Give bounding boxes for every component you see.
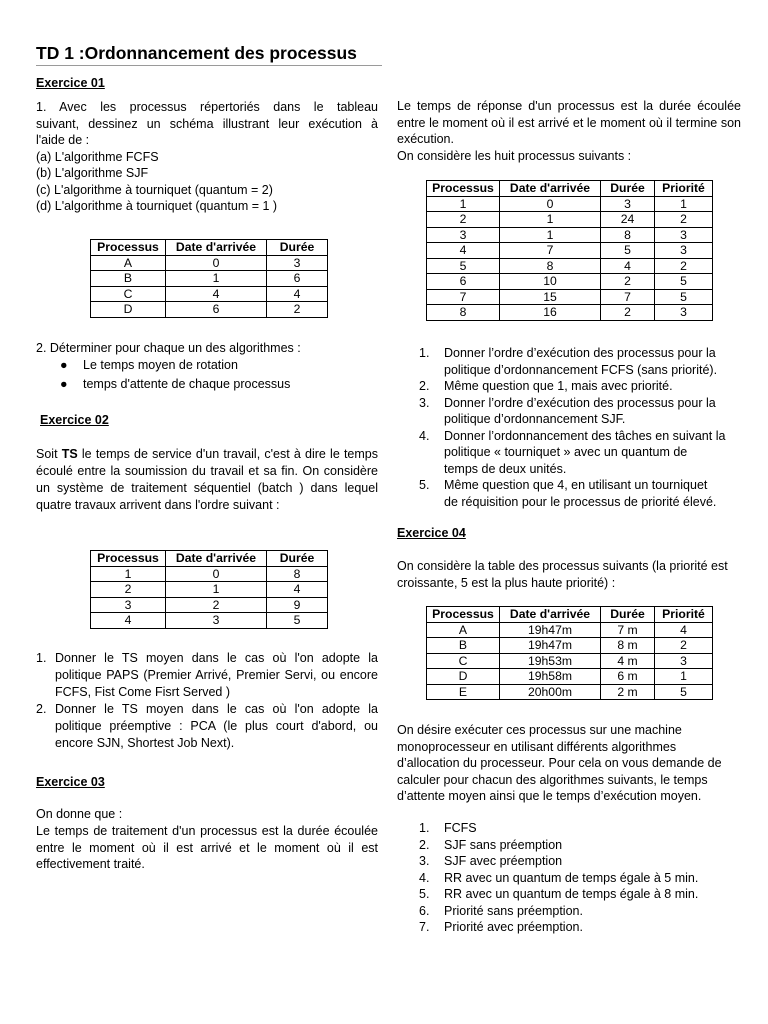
- table-cell: 0: [166, 566, 267, 582]
- ex4-heading: Exercice 04: [397, 526, 466, 540]
- table-cell: 20h00m: [500, 684, 601, 700]
- table-cell: 2: [91, 582, 166, 598]
- ex2-question-list: [36, 650, 378, 752]
- table-cell: 0: [500, 196, 601, 212]
- list-item: [419, 428, 741, 478]
- ex4-intro-line: On considère la table des processus suivants (la priorité est: [397, 559, 728, 573]
- table-cell: C: [427, 653, 500, 669]
- ex4-paragraph-line: d’allocation du processeur. Pour cela on vous demande de: [397, 756, 722, 770]
- column-header: Date d'arrivée: [500, 607, 601, 623]
- table-row: [91, 286, 328, 302]
- table-cell: 1: [166, 271, 267, 287]
- table-cell: 9: [267, 597, 328, 613]
- ex2-paragraph: [36, 446, 378, 514]
- table-cell: 7: [601, 289, 655, 305]
- table-cell: 7: [500, 243, 601, 259]
- ex3-paragraph-1: Le temps de traitement d'un processus est la durée écoulée entre le moment où il est arrivé et le moment où il est effectivement traité.: [36, 824, 378, 871]
- list-item-text: RR avec un quantum de temps égale à 5 min.: [444, 870, 699, 885]
- table-row: [427, 258, 713, 274]
- table-cell: 1: [500, 212, 601, 228]
- list-item-text: RR avec un quantum de temps égale à 8 min.: [444, 887, 699, 901]
- list-item: [419, 853, 741, 870]
- table-cell: 6: [166, 302, 267, 318]
- table-cell: 1: [91, 566, 166, 582]
- ex3-heading: Exercice 03: [36, 775, 105, 789]
- column-header: Processus: [91, 240, 166, 256]
- list-item-text: Même question que 4, en utilisant un tourniquet: [444, 478, 708, 492]
- ex1-table: [90, 239, 328, 318]
- table-row: [427, 274, 713, 290]
- table-cell: 24: [601, 212, 655, 228]
- table-cell: 1: [166, 582, 267, 598]
- table-cell: B: [91, 271, 166, 287]
- table-cell: 6: [427, 274, 500, 290]
- table-row: [427, 638, 713, 654]
- table-row: [91, 271, 328, 287]
- list-item-text: SJF sans préemption: [444, 837, 563, 852]
- list-item: [419, 378, 741, 395]
- table-row: [427, 243, 713, 259]
- table-row: [91, 613, 328, 629]
- column-header: Processus: [427, 181, 500, 197]
- table-cell: 7: [427, 289, 500, 305]
- table-cell: 5: [427, 258, 500, 274]
- table-cell: 19h53m: [500, 653, 601, 669]
- list-item-text: politique « tourniquet » avec un quantum de: [444, 445, 688, 459]
- list-item-text: FCFS: [444, 821, 477, 835]
- table-cell: 8: [427, 305, 500, 321]
- table-cell: 2: [655, 212, 713, 228]
- ex2-paragraph-text: le temps de service d'un travail, c'est à dire le temps écoulé entre la soumission du travail et sa fin. On considère un système de traitement séquentiel (batch ) dans lequel quatre travaux arrivent dans l'ordre suivant :: [36, 447, 378, 512]
- table-cell: C: [91, 286, 166, 302]
- list-item-text: Donner l’ordre d’exécution des processus pour la: [444, 346, 716, 360]
- list-item-number: 5.: [419, 887, 430, 901]
- table-cell: 3: [655, 227, 713, 243]
- ex1-intro-line: (a) L'algorithme FCFS: [36, 149, 159, 164]
- page-title: TD 1 :Ordonnancement des processus: [36, 42, 382, 66]
- ex4-paragraph-line: d’attente moyen ainsi que le temps d’exécution moyen.: [397, 789, 702, 803]
- table-cell: 3: [427, 227, 500, 243]
- list-item-number: 4.: [419, 428, 430, 443]
- ex1-intro-line: (b) L'algorithme SJF: [36, 166, 149, 180]
- table-cell: 3: [655, 653, 713, 669]
- list-item: [36, 701, 378, 752]
- column-header: Durée: [601, 181, 655, 197]
- list-item: [419, 903, 741, 920]
- table-row: [427, 289, 713, 305]
- table-row: [427, 196, 713, 212]
- column-header: Durée: [267, 551, 328, 567]
- table-row: [427, 669, 713, 685]
- table-cell: 4: [601, 258, 655, 274]
- column-header: Processus: [427, 607, 500, 623]
- list-item-number: 2.: [36, 702, 47, 716]
- table-cell: 5: [601, 243, 655, 259]
- table-row: [427, 305, 713, 321]
- table-cell: 19h47m: [500, 638, 601, 654]
- list-item-text: temps de deux unités.: [444, 461, 567, 476]
- ex1-intro-line: 1. Avec les processus répertoriés dans le tableau: [36, 100, 378, 114]
- table-cell: 3: [601, 196, 655, 212]
- table-row: [427, 212, 713, 228]
- list-item: [419, 870, 741, 887]
- table-cell: 2: [655, 258, 713, 274]
- table-cell: 1: [655, 669, 713, 685]
- ex4-intro: [397, 558, 741, 591]
- table-cell: 8: [601, 227, 655, 243]
- table-cell: 7 m: [601, 622, 655, 638]
- list-item-text: de réquisition pour le processus de priorité élevé.: [444, 494, 717, 509]
- ex3-paragraph-2: Le temps de réponse d'un processus est la durée écoulée entre le moment où il est arrivé et le moment où il termine son exécution.: [397, 99, 741, 146]
- ex3-question-list: [419, 345, 741, 510]
- list-item-text: politique d’ordonnancement FCFS (sans priorité).: [444, 362, 718, 377]
- list-item-text: Donner l’ordonnancement des tâches en suivant la: [444, 428, 726, 443]
- table-cell: 19h47m: [500, 622, 601, 638]
- table-row: [427, 227, 713, 243]
- table-cell: 0: [166, 255, 267, 271]
- list-item: [36, 357, 378, 374]
- list-item: [419, 820, 741, 837]
- column-header: Date d'arrivée: [500, 181, 601, 197]
- ex3-consider: On considère les huit processus suivants :: [397, 149, 632, 163]
- table-cell: 10: [500, 274, 601, 290]
- table-cell: 2: [655, 638, 713, 654]
- list-item: [419, 919, 741, 936]
- ex3-given: On donne que :: [36, 807, 123, 821]
- table-cell: 16: [500, 305, 601, 321]
- table-cell: 1: [655, 196, 713, 212]
- table-cell: 5: [267, 613, 328, 629]
- column-header: Processus: [91, 551, 166, 567]
- table-cell: 5: [655, 684, 713, 700]
- table-row: [91, 582, 328, 598]
- list-item-number: 3.: [419, 395, 430, 410]
- ex1-intro-line: suivant, dessinez un schéma illustrant leur exécution à: [36, 116, 378, 131]
- table-cell: 2 m: [601, 684, 655, 700]
- ex4-intro-line: croissante, 5 est la plus haute priorité) :: [397, 575, 616, 590]
- list-item-number: 1.: [419, 821, 430, 835]
- ex2-table: [90, 550, 328, 629]
- column-header: Durée: [601, 607, 655, 623]
- list-item: [36, 376, 378, 393]
- ex4-paragraph: [397, 722, 741, 805]
- column-header: Priorité: [655, 181, 713, 197]
- table-cell: 3: [267, 255, 328, 271]
- list-item-number: 3.: [419, 854, 430, 868]
- table-cell: 2: [166, 597, 267, 613]
- table-cell: 6 m: [601, 669, 655, 685]
- list-item: [419, 345, 741, 378]
- list-item: [419, 886, 741, 903]
- table-cell: 2: [427, 212, 500, 228]
- list-item-number: 5.: [419, 478, 430, 492]
- table-cell: 4 m: [601, 653, 655, 669]
- table-cell: D: [91, 302, 166, 318]
- list-item-number: 6.: [419, 903, 430, 918]
- table-cell: D: [427, 669, 500, 685]
- table-cell: 4: [655, 622, 713, 638]
- column-header: Date d'arrivée: [166, 240, 267, 256]
- table-cell: 2: [267, 302, 328, 318]
- table-cell: 8: [500, 258, 601, 274]
- list-item-text: Donner le TS moyen dans le cas où l'on adopte la politique PAPS (Premier Arrivé, Premier Servi, ou encore FCFS, Fist Come Fisrt Served ): [55, 651, 378, 699]
- table-cell: A: [91, 255, 166, 271]
- list-item: [419, 395, 741, 428]
- table-row: [427, 653, 713, 669]
- ex4-table: [426, 606, 713, 700]
- list-item: [419, 477, 741, 510]
- table-cell: 3: [91, 597, 166, 613]
- table-cell: 4: [91, 613, 166, 629]
- table-cell: 2: [601, 305, 655, 321]
- table-cell: 3: [655, 243, 713, 259]
- table-row: [91, 597, 328, 613]
- list-item-text: Donner le TS moyen dans le cas où l'on adopte la politique préemptive : PCA (le plus court d'abord, ou encore SJN, Shortest Job Next).: [55, 702, 378, 750]
- table-header-row: [427, 181, 713, 197]
- list-item-text: Priorité sans préemption.: [444, 903, 583, 918]
- list-item-number: 2.: [419, 837, 430, 852]
- table-row: [427, 684, 713, 700]
- ex1-intro-line: (c) L'algorithme à tourniquet (quantum = 2): [36, 182, 273, 197]
- ex1-bullet-list: [36, 357, 378, 392]
- ex4-algorithm-list: [419, 820, 741, 936]
- list-item-text: SJF avec préemption: [444, 854, 563, 868]
- list-item-number: 1.: [419, 346, 430, 360]
- table-row: [91, 302, 328, 318]
- table-cell: 3: [166, 613, 267, 629]
- list-item-text: temps d'attente de chaque processus: [83, 376, 291, 391]
- table-cell: 19h58m: [500, 669, 601, 685]
- ex1-intro-line: (d) L'algorithme à tourniquet (quantum = 1 ): [36, 199, 278, 213]
- list-item-text: Priorité avec préemption.: [444, 920, 583, 934]
- list-item-text: Le temps moyen de rotation: [83, 358, 238, 372]
- ex1-intro-line: l'aide de :: [36, 133, 90, 147]
- table-cell: 4: [166, 286, 267, 302]
- ex1-intro: [36, 99, 378, 215]
- table-cell: 5: [655, 274, 713, 290]
- table-row: [91, 255, 328, 271]
- table-cell: 8: [267, 566, 328, 582]
- ex2-paragraph-bold: TS: [61, 447, 78, 461]
- table-cell: 1: [427, 196, 500, 212]
- table-cell: 15: [500, 289, 601, 305]
- ex4-paragraph-line: On désire exécuter ces processus sur une machine: [397, 723, 682, 737]
- column-header: Date d'arrivée: [166, 551, 267, 567]
- table-cell: B: [427, 638, 500, 654]
- ex4-paragraph-line: monoprocesseur en utilisant différents algorithmes: [397, 739, 677, 754]
- ex3-table: [426, 180, 713, 321]
- table-cell: A: [427, 622, 500, 638]
- ex2-heading: Exercice 02: [40, 413, 109, 427]
- list-item: [419, 837, 741, 854]
- table-cell: 1: [500, 227, 601, 243]
- table-header-row: [427, 607, 713, 623]
- table-cell: E: [427, 684, 500, 700]
- table-header-row: [91, 240, 328, 256]
- table-header-row: [91, 551, 328, 567]
- table-cell: 8 m: [601, 638, 655, 654]
- list-item-number: 4.: [419, 870, 430, 885]
- column-header: Durée: [267, 240, 328, 256]
- list-item-number: 7.: [419, 920, 430, 934]
- bullet-icon: ●: [60, 376, 68, 391]
- list-item-number: 1.: [36, 651, 47, 665]
- table-cell: 4: [427, 243, 500, 259]
- table-cell: 6: [267, 271, 328, 287]
- table-cell: 3: [655, 305, 713, 321]
- list-item-number: 2.: [419, 379, 430, 393]
- column-header: Priorité: [655, 607, 713, 623]
- table-row: [427, 622, 713, 638]
- table-cell: 2: [601, 274, 655, 290]
- ex1-heading: Exercice 01: [36, 76, 105, 90]
- list-item-text: Donner l’ordre d’exécution des processus pour la: [444, 395, 716, 410]
- ex2-paragraph-text: Soit: [36, 447, 62, 461]
- ex1-question-2: 2. Déterminer pour chaque un des algorithmes :: [36, 341, 301, 355]
- ex4-paragraph-line: calculer pour chacun des algorithmes suivants, le temps: [397, 772, 708, 787]
- table-cell: 4: [267, 286, 328, 302]
- list-item: [36, 650, 378, 701]
- list-item-text: Même question que 1, mais avec priorité.: [444, 379, 673, 393]
- table-row: [91, 566, 328, 582]
- table-cell: 5: [655, 289, 713, 305]
- list-item-text: politique d’ordonnancement SJF.: [444, 412, 626, 426]
- table-cell: 4: [267, 582, 328, 598]
- bullet-icon: ●: [60, 358, 68, 372]
